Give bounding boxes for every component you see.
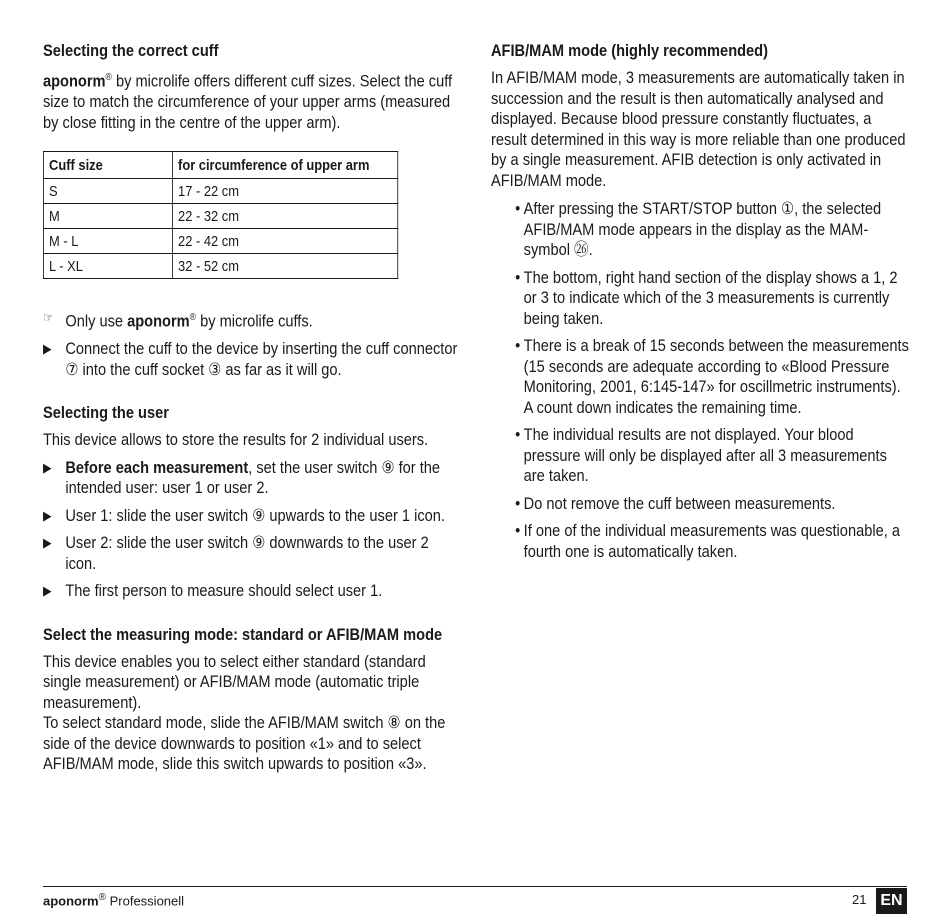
bullet-dot-icon: • (515, 425, 521, 444)
mode-paragraph-2: To select standard mode, slide the AFIB/MAM switch ⑧ on the side of the device downwards to position «1» and to select AFIB/MAM mode, slide this switch upwards to position «3». (43, 713, 446, 774)
bullet-dot-icon: • (515, 199, 521, 218)
list-item: ▶ User 1: slide the user switch ⑨ upwards to the user 1 icon. (43, 505, 445, 525)
user-intro: This device allows to store the results for 2 individual users. (43, 430, 429, 450)
list-item: • The individual results are not displayed. Your blood pressure will only be displayed after all 3 measurements are taken. (515, 425, 887, 485)
cell-size: M (43, 204, 172, 229)
table-row (43, 204, 397, 229)
triangle-bullet-icon: ▶ (43, 459, 52, 475)
cell-circumference: 22 - 32 cm (172, 204, 397, 229)
list-item (43, 339, 463, 380)
cell-size: S (43, 179, 172, 204)
mode-paragraph-1: This device enables you to select either standard (standard single measurement) or AFIB/MAM mode (automatic triple measurement). (43, 651, 426, 712)
connect-text: Connect the cuff to the device by inserting the cuff connector ⑦ into the cuff socket ③ as far as it will go. (65, 339, 458, 379)
footer-product: aponorm® Professionell (43, 892, 185, 909)
user-heading: Selecting the user (43, 403, 169, 423)
header-circumference: for circumference of upper arm (172, 152, 397, 179)
left-column (43, 40, 463, 775)
afib-bullet-list (515, 199, 911, 562)
afib-heading: AFIB/MAM mode (highly recommended) (491, 41, 768, 60)
cell-circumference: 32 - 52 cm (172, 254, 397, 279)
list-item: ▶ The first person to measure should select user 1. (43, 581, 383, 601)
list-item: • After pressing the START/STOP button ①, the selected AFIB/MAM mode appears in the display as the MAM-symbol ㉖. (515, 199, 882, 259)
table-row (43, 179, 397, 204)
right-column (491, 40, 911, 569)
cuff-size-table (43, 151, 398, 279)
note-text: Only use aponorm® by microlife cuffs. (65, 311, 313, 331)
bullet-dot-icon: • (515, 267, 521, 287)
mode-heading: Select the measuring mode: standard or AFIB/MAM mode (43, 624, 443, 644)
list-item: • There is a break of 15 seconds between the measurements (15 seconds are adequate according to «Blood Pressure Monitoring, 2001, 6:145-147» for oscillmetric instruments). A count down indicates the remaining time. (515, 336, 909, 417)
list-item: • The bottom, right hand section of the display shows a 1, 2 or 3 to indicate which of the 3 measurements is currently being taken. (515, 267, 898, 328)
list-item: ▶ Before each measurement, set the user switch ⑨ for the intended user: user 1 or user 2. (43, 457, 441, 498)
cell-circumference: 22 - 42 cm (172, 229, 397, 254)
list-item: • Do not remove the cuff between measurements. (515, 493, 836, 513)
triangle-bullet-icon: ▶ (43, 507, 52, 523)
table-row (43, 229, 397, 254)
triangle-bullet-icon: ▶ (43, 535, 52, 551)
bullet-dot-icon: • (515, 521, 521, 540)
bullet-dot-icon: • (515, 493, 521, 513)
triangle-bullet-icon: ▶ (43, 583, 52, 599)
afib-intro: In AFIB/MAM mode, 3 measurements are automatically taken in succession and the result is then automatically analysed and displayed. Because blood pressure constantly fluctuates, a result determined in this way is more reliable than one produced by a single measurement. AFIB detection is only activated in AFIB/MAM mode. (491, 68, 906, 190)
cuff-intro: aponorm® by microlife offers different cuff sizes. Select the cuff size to match the circumference of your upper arms (measured by close fitting in the centre of the upper arm). (43, 71, 453, 132)
cell-size: M - L (43, 229, 172, 254)
list-item: • If one of the individual measurements was questionable, a fourth one is automatically taken. (515, 521, 900, 561)
language-badge: EN (876, 888, 907, 914)
cell-circumference: 17 - 22 cm (172, 179, 397, 204)
note-item (43, 308, 463, 332)
table-row (43, 254, 397, 279)
bullet-dot-icon: • (515, 336, 521, 355)
cell-size: L - XL (43, 254, 172, 279)
page-number: 21 (852, 892, 867, 907)
table-header-row (43, 152, 397, 179)
footer-divider (43, 886, 907, 887)
list-item: ▶ User 2: slide the user switch ⑨ downwards to the user 2 icon. (43, 533, 429, 573)
pointing-hand-icon: ☞ (43, 310, 54, 326)
header-cuff-size: Cuff size (43, 152, 172, 179)
cuff-heading: Selecting the correct cuff (43, 41, 219, 60)
triangle-bullet-icon: ▶ (43, 341, 52, 357)
